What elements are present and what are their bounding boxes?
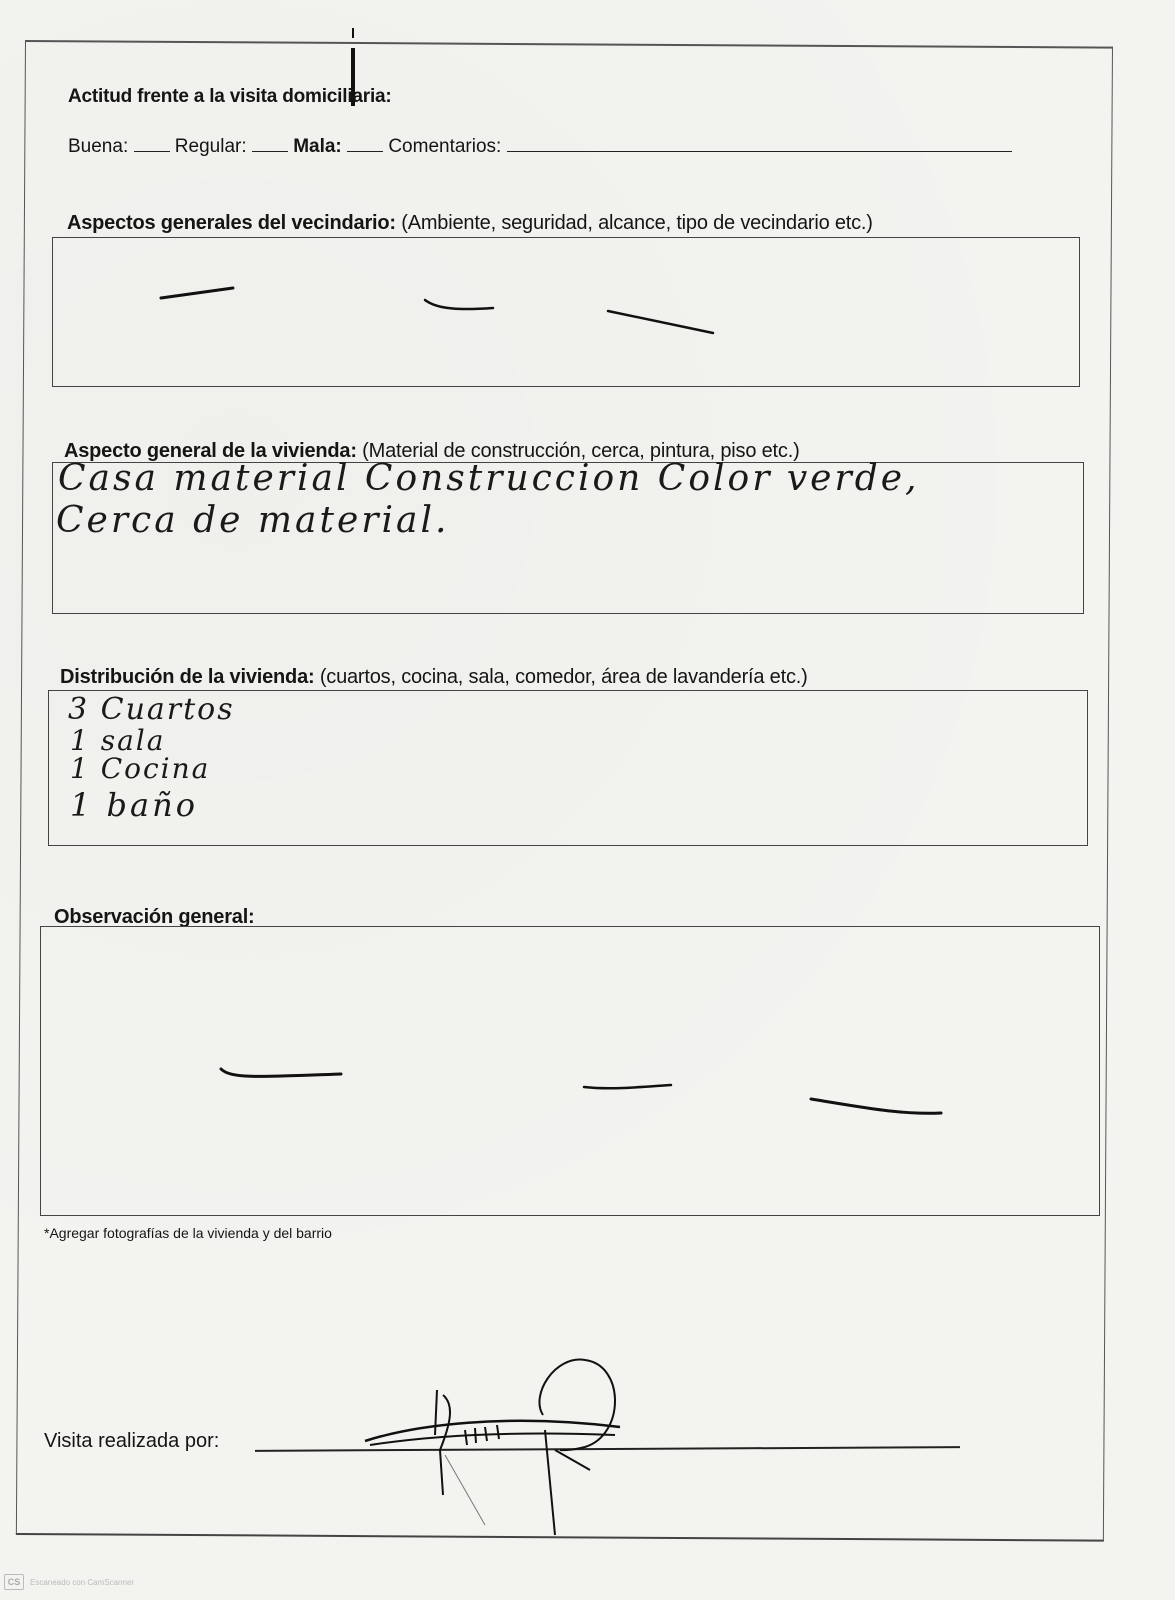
signature [355, 1355, 655, 1535]
option-bad-label: Mala: [293, 136, 342, 157]
scanner-text: Escaneado con CamScanner [30, 1577, 135, 1587]
distribution-title-text: Distribución de la vivienda: [60, 666, 315, 688]
ink-dash [221, 1069, 341, 1076]
scanner-watermark [4, 1574, 134, 1590]
distribution-line-1: 3 Cuartos [68, 692, 235, 727]
neighborhood-dashes [53, 238, 1081, 388]
housing-aspect-title-text: Aspecto general de la vivienda: [64, 440, 357, 462]
observation-box[interactable] [40, 926, 1100, 1216]
staple-mark [352, 28, 354, 38]
signature-stroke [370, 1433, 615, 1445]
option-regular-label: Regular: [174, 136, 247, 157]
neighborhood-title-text: Aspectos generales del vecindario: [67, 212, 396, 234]
attitude-title: Actitud frente a la visita domiciliaria: [68, 86, 392, 107]
signature-stroke [445, 1455, 485, 1525]
distribution-line-3: 1 Cocina [70, 752, 211, 785]
housing-aspect-hint: (Material de construcción, cerca, pintura, piso etc.) [362, 440, 800, 462]
distribution-line-2: 1 sala [70, 724, 166, 757]
neighborhood-box[interactable] [52, 237, 1080, 387]
housing-aspect-line-2: Cerca de material. [56, 500, 450, 541]
signature-stroke [365, 1421, 620, 1441]
distribution-hint: (cuartos, cocina, sala, comedor, área de lavandería etc.) [319, 666, 808, 688]
ink-dash [584, 1085, 671, 1088]
comments-field[interactable] [507, 150, 1012, 152]
ink-dash [608, 311, 713, 333]
visit-label: Visita realizada por: [44, 1430, 220, 1452]
option-good-field[interactable] [134, 150, 170, 152]
ink-dash [811, 1099, 941, 1113]
housing-aspect-line-1: Casa material Construccion Color verde, [58, 458, 920, 499]
observation-title: Observación general: [54, 906, 255, 928]
option-bad-field[interactable] [347, 150, 383, 152]
neighborhood-hint: (Ambiente, seguridad, alcance, tipo de vecindario etc.) [401, 212, 873, 234]
camscanner-logo-icon: CS [4, 1574, 24, 1590]
ink-dash [425, 300, 493, 309]
signature-stroke [539, 1360, 615, 1535]
attitude-row [68, 136, 1012, 158]
distribution-title [60, 666, 808, 689]
ink-dash [161, 288, 233, 298]
neighborhood-title [67, 212, 873, 235]
observation-dashes [41, 927, 1101, 1217]
signature-stroke [435, 1390, 450, 1495]
comments-label: Comentarios: [388, 136, 502, 157]
option-regular-field[interactable] [252, 150, 288, 152]
option-good-label: Buena: [68, 136, 129, 157]
distribution-line-4: 1 baño [70, 786, 198, 824]
footnote: *Agregar fotografías de la vivienda y del barrio [44, 1225, 332, 1241]
